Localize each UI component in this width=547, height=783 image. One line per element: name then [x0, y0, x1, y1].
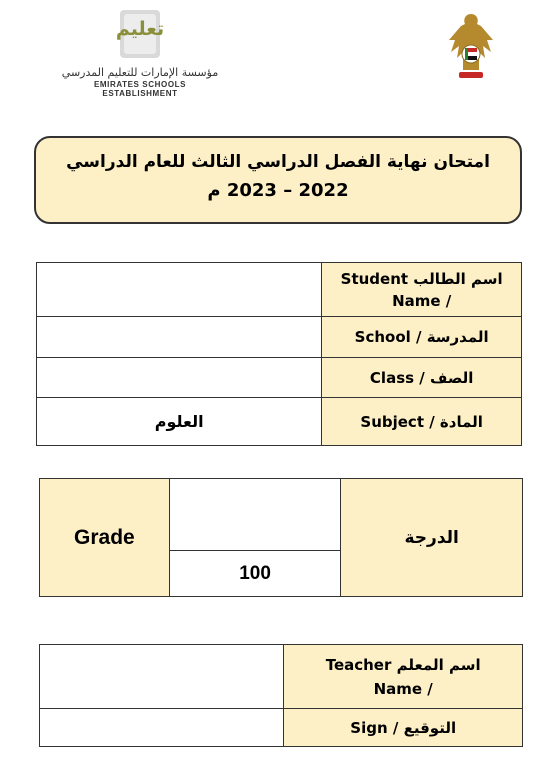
- subject-value: العلوم: [37, 398, 322, 446]
- student-name-label: [322, 263, 522, 317]
- subject-row: [37, 398, 522, 446]
- grade-label-arabic: الدرجة: [341, 479, 523, 597]
- teacher-name-row: [40, 645, 523, 709]
- grade-row-top: [40, 479, 523, 551]
- grade-total: 100: [169, 551, 341, 597]
- school-value[interactable]: [37, 317, 322, 358]
- teacher-table: [39, 644, 523, 747]
- class-row: [37, 358, 522, 398]
- school-row: [37, 317, 522, 358]
- teacher-sign-value[interactable]: [40, 709, 284, 747]
- grade-table: [39, 478, 523, 597]
- teacher-name-label-line1: اسم المعلم Teacher: [325, 655, 481, 674]
- school-label: المدرسة / School: [322, 317, 522, 358]
- exam-title-box: [34, 136, 522, 224]
- uae-emblem-icon: [443, 10, 499, 96]
- logo-glyph-text: تعليم: [115, 18, 165, 40]
- exam-year: 2022 – 2023 م: [207, 180, 349, 201]
- grade-label-english: Grade: [40, 479, 170, 597]
- teacher-sign-row: [40, 709, 523, 747]
- student-name-label-line1: اسم الطالب Student: [340, 269, 503, 288]
- emirates-schools-logo: [60, 6, 220, 102]
- student-name-label-line2: Name /: [392, 291, 452, 310]
- org-name-arabic: مؤسسة الإمارات للتعليم المدرسي: [61, 66, 219, 79]
- org-name-english: EMIRATES SCHOOLS ESTABLISHMENT: [93, 80, 187, 98]
- exam-title: امتحان نهاية الفصل الدراسي الثالث للعام الدراسي: [66, 152, 490, 172]
- student-name-row: [37, 263, 522, 317]
- teacher-name-label-line2: Name /: [373, 679, 433, 698]
- taaleem-logo-icon: [110, 6, 170, 62]
- grade-score-value[interactable]: [169, 479, 341, 551]
- teacher-sign-label: التوقيع / Sign: [284, 709, 523, 747]
- student-name-value[interactable]: [37, 263, 322, 317]
- class-label: الصف / Class: [322, 358, 522, 398]
- student-info-table: [36, 262, 522, 446]
- teacher-name-value[interactable]: [40, 645, 284, 709]
- subject-label: المادة / Subject: [322, 398, 522, 446]
- teacher-name-label: [284, 645, 523, 709]
- class-value[interactable]: [37, 358, 322, 398]
